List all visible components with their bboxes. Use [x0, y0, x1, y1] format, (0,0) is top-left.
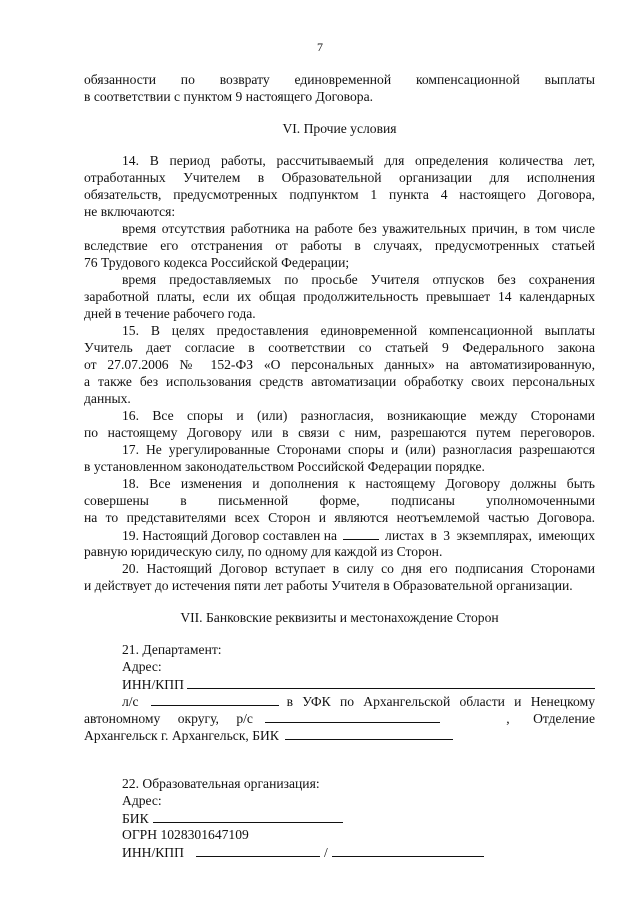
- bik-label: БИК: [122, 811, 149, 826]
- organization-heading: 22. Образовательная организация:: [122, 776, 320, 791]
- organization-bik-line: [122, 810, 595, 826]
- text-line: и действует до истечения пяти лет работы Учителя в Образовательной организации.: [84, 578, 573, 593]
- text-line: обязанности по возврату единовременной компенсационной выплаты: [84, 72, 595, 87]
- text-line: не включаются:: [84, 204, 176, 219]
- text-line: совершены в письменной форме, подписаны уполномоченными: [84, 493, 595, 508]
- section-heading: VI. Прочие условия: [282, 121, 397, 136]
- section-heading: VII. Банковские реквизиты и местонахождение Сторон: [180, 610, 499, 625]
- settlement-account-blank[interactable]: [265, 710, 440, 723]
- text-fragment: автономному округу, р/с: [84, 711, 253, 726]
- text-fragment: в УФК по Архангельской области и Ненецкому: [286, 694, 595, 709]
- text-line: 18. Все изменения и дополнения к настоящему Договору должны быть: [122, 476, 595, 491]
- inn-kpp-label: ИНН/КПП: [122, 677, 184, 692]
- text-line: 76 Трудового кодекса Российской Федерации;: [84, 255, 350, 270]
- text-line: время отсутствия работника на работе без уважительных причин, в том числе: [122, 221, 595, 236]
- department-bank-line: [84, 710, 595, 726]
- text-line: в соответствии с пунктом 9 настоящего Договора.: [84, 89, 374, 104]
- text-line: 15. В целях предоставления единовременной компенсационной выплаты: [122, 323, 595, 338]
- text-fragment: , Отделение: [506, 711, 595, 726]
- department-account-line: [122, 693, 595, 709]
- department-bik-line: [84, 727, 595, 743]
- page-number: 7: [317, 40, 323, 54]
- text-line: Учитель дает согласие в соответствии со статьей 9 Федерального закона: [84, 340, 595, 355]
- bik-blank[interactable]: [285, 727, 453, 740]
- text-line: вследствие его отстранения от работы в случаях, предусмотренных статьей: [84, 238, 595, 253]
- account-label: л/с: [122, 694, 139, 709]
- text-line: обязательств, предусмотренных подпунктом 1 пункта 4 настоящего Договора,: [84, 187, 595, 202]
- text-line: [122, 527, 595, 543]
- text-fragment: 19. Настоящий Договор составлен на: [122, 528, 338, 543]
- department-inn-line: [122, 676, 595, 692]
- bik-label: Архангельск г. Архангельск, БИК: [84, 728, 279, 743]
- text-line: по настоящему Договору или в связи с ним, разрешаются путем переговоров.: [84, 425, 595, 440]
- text-line: на то представителями всех Сторон и являются неотъемлемой частью Договора.: [84, 510, 595, 525]
- text-fragment: листах в 3 экземплярах, имеющих: [385, 528, 595, 543]
- kpp-blank[interactable]: [332, 844, 484, 857]
- text-line: в установленном законодательством Российской Федерации порядке.: [84, 459, 485, 474]
- text-line: данных.: [84, 391, 131, 406]
- text-line: заработной платы, если их общая продолжительность превышает 14 календарных: [84, 289, 595, 304]
- text-line: 16. Все споры и (или) разногласия, возникающие между Сторонами: [122, 408, 595, 423]
- text-line: 14. В период работы, рассчитываемый для определения количества лет,: [122, 153, 595, 168]
- inn-kpp-blank[interactable]: [187, 676, 595, 689]
- text-line: 17. Не урегулированные Сторонами споры и (или) разногласия разрешаются: [122, 442, 595, 457]
- department-heading: 21. Департамент:: [122, 642, 222, 657]
- organization-inn-line: [122, 844, 595, 860]
- separator: /: [323, 845, 328, 860]
- text-line: 20. Настоящий Договор вступает в силу со дня его подписания Сторонами: [122, 561, 595, 576]
- sheet-count-blank[interactable]: [343, 527, 379, 540]
- text-line: дней в течение рабочего года.: [84, 306, 256, 321]
- ogrn-line: ОГРН 1028301647109: [122, 827, 249, 842]
- text-line: от 27.07.2006 № 152-ФЗ «О персональных данных» на автоматизированную,: [84, 357, 595, 372]
- account-blank[interactable]: [151, 693, 279, 706]
- bik-blank[interactable]: [153, 810, 343, 823]
- inn-blank[interactable]: [196, 844, 320, 857]
- organization-address-label: Адрес:: [122, 793, 162, 808]
- text-line: отработанных Учителем в Образовательной организации для исполнения: [84, 170, 595, 185]
- department-address-label: Адрес:: [122, 659, 162, 674]
- text-line: равную юридическую силу, по одному для каждой из Сторон.: [84, 544, 443, 559]
- inn-kpp-label: ИНН/КПП: [122, 845, 184, 860]
- text-line: а также без использования средств автоматизации обработку своих персональных: [84, 374, 595, 389]
- text-line: время предоставляемых по просьбе Учителя отпусков без сохранения: [122, 272, 595, 287]
